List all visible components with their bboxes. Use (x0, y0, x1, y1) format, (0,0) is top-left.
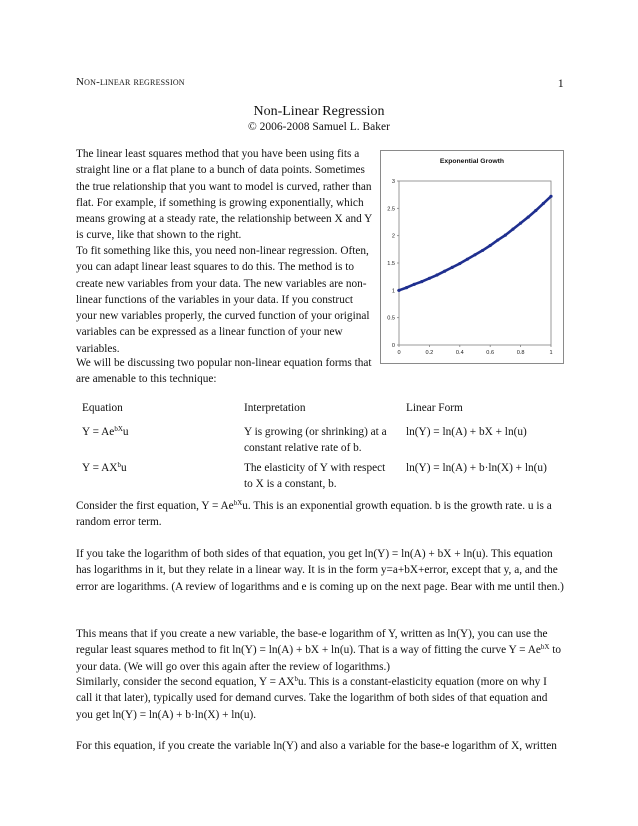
data-point (466, 258, 469, 261)
data-point (534, 209, 537, 212)
intro-paragraph-3: We will be discussing two popular non-linear equation forms that are amenable to this technique: (76, 357, 372, 386)
exponential-growth-chart (380, 150, 564, 364)
data-point (451, 266, 454, 269)
x-tick-label: 0.2 (425, 350, 434, 356)
table-row-2-equation (82, 460, 232, 476)
table-row-2-linear-form: ln(Y) = ln(A) + b·ln(X) + ln(u) (406, 462, 547, 474)
y-tick-label: 3 (391, 179, 395, 185)
plot-border (399, 181, 551, 345)
data-point (458, 262, 461, 265)
eq-superscript: bX (114, 425, 123, 433)
table-row-1-linear-form: ln(Y) = ln(A) + bX + ln(u) (406, 426, 527, 438)
text-run: to your data. (We will go over this again after the review of logarithms.) (76, 644, 562, 673)
y-tick-label: 0 (391, 343, 395, 349)
data-point (443, 270, 446, 273)
data-point (481, 249, 484, 252)
x-tick-label: 0.4 (455, 350, 464, 356)
data-point (473, 253, 476, 256)
superscript: bX (540, 643, 550, 652)
eq-superscript: b (117, 461, 121, 469)
data-point (420, 280, 423, 283)
body-paragraph-1 (76, 498, 564, 531)
data-point (397, 289, 400, 292)
body-paragraph-4 (76, 674, 564, 723)
running-header (76, 76, 564, 88)
x-tick-label: 0 (397, 350, 401, 356)
y-axis-ticks (387, 179, 399, 349)
x-tick-label: 0.6 (486, 350, 495, 356)
y-tick-label: 2.5 (387, 206, 395, 213)
table-header-linear-form: Linear Form (406, 402, 463, 414)
table-header-equation: Equation (82, 402, 123, 414)
document-title: Non-Linear Regression (253, 104, 385, 119)
table-row-1-equation (82, 424, 232, 440)
intro-paragraph-1: The linear least squares method that you have been using fits a straight line or a flat plane to a bunch of data points. Sometimes the true relationship that you want to model is curved, rather than flat. For example, if something is growing exponentially, which means growing at a steady rate, the relationship between X and Y is curve, like that shown to the right. (76, 148, 372, 242)
y-tick-label: 1.5 (387, 261, 395, 267)
page-number: 1 (557, 76, 564, 90)
data-point (428, 277, 431, 280)
superscript: bX (233, 499, 243, 507)
text-run: u. This is an exponential growth equation. b is the growth rate. u is a random error term. (76, 500, 552, 529)
superscript: b (294, 675, 298, 683)
eq-base: Y = Ae (82, 426, 115, 438)
text-run: Consider the first equation, Y = Ae (76, 500, 234, 512)
body-paragraph-5: For this equation, if you create the variable ln(Y) and also a variable for the base-e logarithm of X, written (76, 740, 557, 752)
eq-tail: u (120, 462, 127, 474)
data-point (504, 234, 507, 237)
copyright-line: © 2006-2008 Samuel L. Baker (248, 121, 390, 133)
data-point (413, 283, 416, 286)
intro-paragraph-2: To fit something like this, you need non-linear regression. Often, you can adapt linear least squares to do this. The method is to create new variables from your data. The new variables are non-linear functions of the variables in your data. If you construct your new variables properly, the curved function of your original variables can be expressed as a linear function of your new variables. (76, 245, 370, 355)
data-point (435, 273, 438, 276)
text-run: Similarly, consider the second equation, Y = AX (76, 676, 295, 688)
chart-canvas (381, 151, 563, 363)
text-run: u. This is a constant-elasticity equation (more on why I call it that later), typically used for demand curves. Take the logarithm of both sides of that equation and you get ln(Y) = ln(A) + b·ln(X) + ln(u). (76, 676, 548, 721)
text-run: This means that if you create a new variable, the base-e logarithm of Y, written as ln(Y), you can use the regular least squares method to fit ln(Y) = ln(A) + bX + ln(u). That is a way of fitting the curve Y = Ae (76, 628, 548, 657)
table-row-1-interpretation: Y is growing (or shrinking) at a constant relative rate of b. (244, 426, 387, 454)
table-row-2-interpretation: The elasticity of Y with respect to X is a constant, b. (244, 462, 386, 490)
data-point (405, 286, 408, 289)
data-point (511, 228, 514, 231)
data-point (542, 202, 545, 205)
x-tick-label: 0.8 (516, 350, 525, 356)
eq-tail: u (122, 426, 129, 438)
plot-area (399, 181, 551, 345)
running-title: Non-linear regression (76, 76, 185, 88)
body-paragraph-3 (76, 626, 564, 675)
series-group (397, 195, 552, 292)
chart-title: Exponential Growth (439, 158, 505, 165)
y-tick-label: 2 (391, 233, 395, 240)
table-header-interpretation: Interpretation (244, 402, 306, 414)
x-tick-label: 1 (549, 350, 553, 356)
y-tick-label: 1 (391, 288, 395, 295)
eq-base: Y = AX (82, 462, 118, 474)
series-line (399, 196, 551, 290)
body-paragraph-2: If you take the logarithm of both sides of that equation, you get ln(Y) = ln(A) + bX + ln(u). This equation has logarithms in it, but they relate in a linear way. It is in the form y=a+bX+error, except that y, a, and the error are logarithms. (A review of logarithms and e is coming up on the next page. Bear with me until then.) (76, 548, 564, 593)
data-point (519, 221, 522, 224)
data-point (527, 215, 530, 218)
data-point (489, 244, 492, 247)
data-point (549, 195, 552, 198)
x-axis-ticks (397, 345, 552, 356)
data-point (496, 238, 499, 241)
y-tick-label: 0.5 (387, 315, 395, 322)
